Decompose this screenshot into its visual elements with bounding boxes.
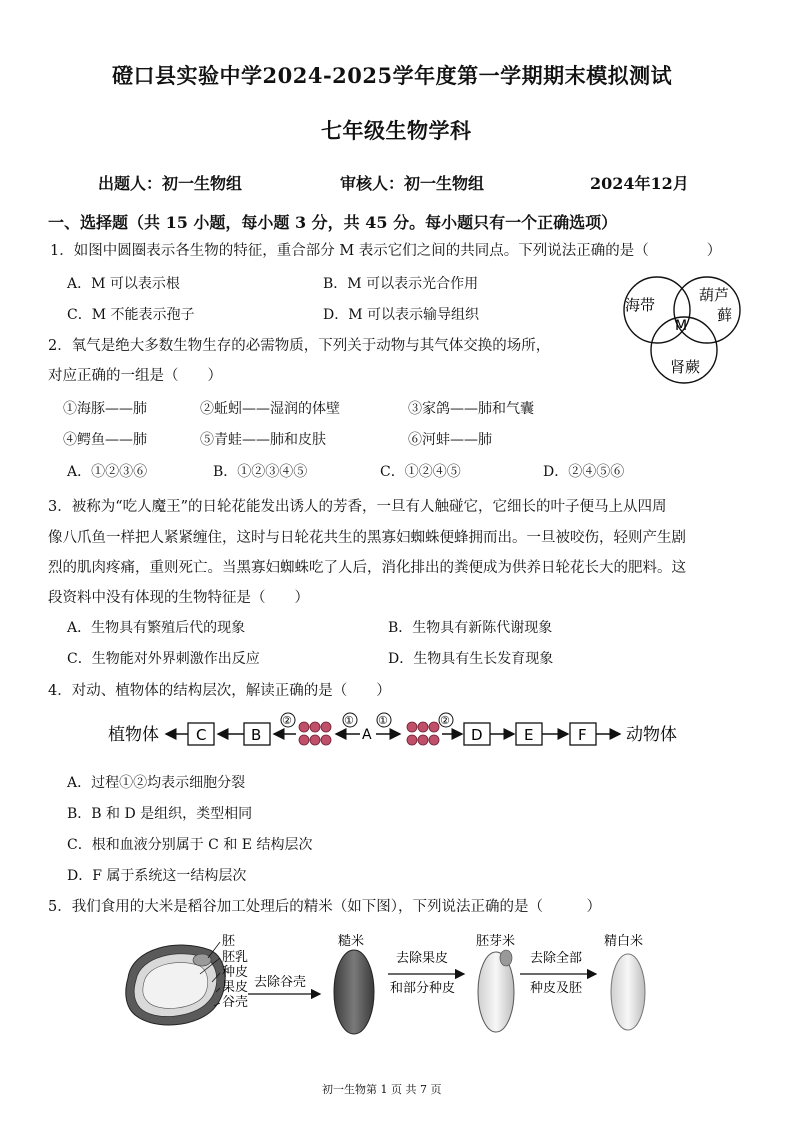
question-3-line-1: 3．被称为“吃人魔王”的日轮花能发出诱人的芳香，一旦有人触碰它，它细长的叶子便马上从四周 xyxy=(48,499,667,515)
q1-option-a: A．M 可以表示根 xyxy=(67,276,180,292)
q2-item-1: ①海豚——肺 xyxy=(63,401,147,417)
label-embryo: 胚 xyxy=(222,934,236,949)
svg-text:①: ① xyxy=(378,714,388,727)
q3-option-a: A．生物具有繁殖后代的现象 xyxy=(67,620,246,636)
question-5-stem: 5．我们食用的大米是稻谷加工处理后的精米（如下图），下列说法正确的是（ ） xyxy=(48,899,601,915)
q3-option-b: B．生物具有新陈代谢现象 xyxy=(388,620,553,636)
label-endosperm: 胚乳 xyxy=(222,950,249,965)
svg-text:①: ① xyxy=(344,714,354,727)
q2-option-a: A．①②③⑥ xyxy=(67,464,148,480)
question-4-stem: 4．对动、植物体的结构层次，解读正确的是（ ） xyxy=(48,683,391,699)
label-seed-coat: 种皮 xyxy=(222,965,249,980)
venn-label-bottom: 肾蕨 xyxy=(670,358,701,376)
venn-label-right-bottom: 藓 xyxy=(717,306,733,324)
brown-rice-grain xyxy=(334,950,374,1034)
step-remove-all-2: 种皮及胚 xyxy=(530,981,583,996)
q4-option-c: C．根和血液分别属于 C 和 E 结构层次 xyxy=(67,837,313,853)
step-remove-husk: 去除谷壳 xyxy=(254,975,307,990)
page-footer: 初一生物第 1 页 共 7 页 xyxy=(322,1083,442,1096)
label-brown-rice: 糙米 xyxy=(338,934,365,949)
box-e-label: E xyxy=(524,726,534,744)
center-a-label: A xyxy=(362,727,372,743)
animal-body-label: 动物体 xyxy=(626,725,677,745)
venn-label-right-top: 葫芦 xyxy=(699,286,730,304)
q1-option-b: B．M 可以表示光合作用 xyxy=(323,276,479,292)
venn-diagram xyxy=(612,270,772,390)
rice-grain-cross-section xyxy=(126,945,225,1025)
rice-processing-figure xyxy=(120,928,680,1040)
exam-title: 磴口县实验中学2024-2025学年度第一学期期末模拟测试 xyxy=(112,63,673,88)
q2-item-4: ④鳄鱼——肺 xyxy=(63,432,147,448)
section-heading: 一、选择题（共 15 小题，每小题 3 分，共 45 分。每小题只有一个正确选项） xyxy=(48,213,618,232)
label-germ-rice: 胚芽米 xyxy=(476,934,516,949)
q2-item-3: ③家鸽——肺和气囊 xyxy=(408,401,534,417)
right-cell-cluster xyxy=(407,722,439,745)
q3-option-d: D．生物具有生长发育现象 xyxy=(388,651,554,667)
box-c-label: C xyxy=(196,726,207,744)
q4-option-a: A．过程①②均表示细胞分裂 xyxy=(67,775,246,791)
q2-option-b: B．①②③④⑤ xyxy=(213,464,308,480)
label-pericarp: 果皮 xyxy=(222,980,249,995)
svg-text:②: ② xyxy=(282,714,292,727)
label-husk: 谷壳 xyxy=(222,995,249,1010)
step-remove-all-1: 去除全部 xyxy=(530,951,583,966)
label-polished-rice: 精白米 xyxy=(604,934,644,949)
q4-option-b: B．B 和 D 是组织，类型相同 xyxy=(67,806,253,822)
q2-item-6: ⑥河蚌——肺 xyxy=(408,432,492,448)
svg-text:②: ② xyxy=(440,714,450,727)
q2-item-5: ⑤青蛙——肺和皮肤 xyxy=(200,432,326,448)
question-2-stem-1: 2．氧气是绝大多数生物生存的必需物质，下列关于动物与其气体交换的场所， xyxy=(48,338,551,354)
q4-option-d: D．F 属于系统这一结构层次 xyxy=(67,868,247,884)
box-d-label: D xyxy=(471,726,483,744)
q2-option-d: D．②④⑤⑥ xyxy=(543,464,625,480)
author-label: 出题人：初一生物组 xyxy=(98,174,243,193)
reviewer-label: 审核人：初一生物组 xyxy=(340,174,485,193)
q2-option-c: C．①②④⑤ xyxy=(380,464,461,480)
plant-body-label: 植物体 xyxy=(108,725,159,745)
step-remove-pericarp-1: 去除果皮 xyxy=(396,951,449,966)
box-f-label: F xyxy=(578,726,587,744)
exam-subtitle: 七年级生物学科 xyxy=(321,118,472,143)
question-3-line-2: 像八爪鱼一样把人紧紧缠住，这时与日轮花共生的黑寡妇蜘蛛便蜂拥而出。一旦被咬伤，轻则产生剧 xyxy=(48,530,686,546)
question-3-line-4: 段资料中没有体现的生物特征是（ ） xyxy=(48,590,309,606)
question-3-line-3: 烈的肌肉疼痛，重则死亡。当黑寡妇蜘蛛吃了人后，消化排出的粪便成为供养日轮花长大的肥料。这 xyxy=(48,560,686,576)
date-label: 2024年12月 xyxy=(590,174,689,193)
venn-label-center: M xyxy=(675,318,688,334)
q1-option-c: C．M 不能表示孢子 xyxy=(67,307,195,323)
step-remove-pericarp-2: 和部分种皮 xyxy=(390,981,456,996)
polished-rice-grain xyxy=(611,954,645,1030)
box-b-label: B xyxy=(251,726,262,744)
q3-option-c: C．生物能对外界刺激作出反应 xyxy=(67,651,260,667)
q1-option-d: D．M 可以表示输导组织 xyxy=(323,307,480,323)
q2-item-2: ②蚯蚓——湿润的体壁 xyxy=(200,401,340,417)
question-1-stem: 1．如图中圆圈表示各生物的特征，重合部分 M 表示它们之间的共同点。下列说法正确的是（ ） xyxy=(50,243,722,259)
question-2-stem-2: 对应正确的一组是（ ） xyxy=(48,368,222,384)
structure-level-diagram xyxy=(100,712,700,758)
left-cell-cluster xyxy=(299,722,331,745)
venn-label-left: 海带 xyxy=(625,296,656,314)
